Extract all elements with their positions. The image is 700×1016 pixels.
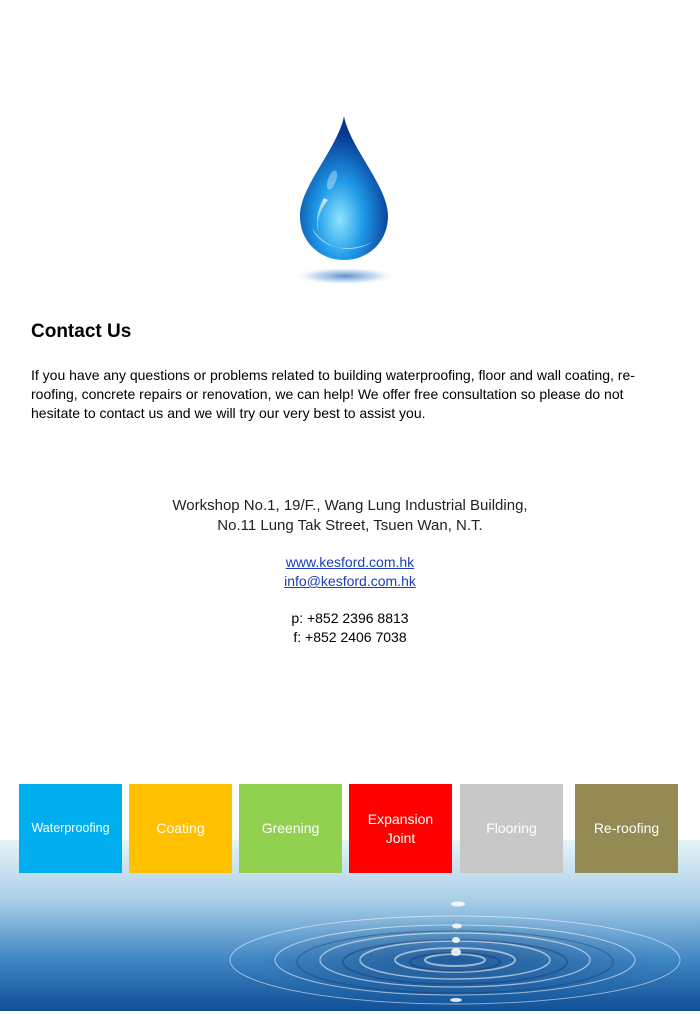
- tile-expansion-joint[interactable]: [349, 784, 452, 873]
- water-drop-icon: [272, 108, 422, 293]
- website-row: [0, 553, 700, 572]
- email-link[interactable]: info@kesford.com.hk: [284, 573, 416, 589]
- tile-greening[interactable]: [239, 784, 342, 873]
- address-line-1: Workshop No.1, 19/F., Wang Lung Industrial Building,: [172, 497, 528, 514]
- tile-re-roofing[interactable]: [575, 784, 678, 873]
- tile-label: Coating: [156, 820, 205, 836]
- email-row: [0, 572, 700, 591]
- website-link[interactable]: www.kesford.com.hk: [285, 554, 415, 570]
- tile-label: Flooring: [486, 820, 537, 836]
- contact-intro: If you have any questions or problems related to building waterproofing, floor and wall coating, re-roofing, concrete repairs or renovation, we can help! We offer free consultation so please do not hesitate to contact us and we will try our very best to assist you.: [31, 367, 635, 421]
- tile-waterproofing[interactable]: [19, 784, 122, 873]
- address-line-2: No.11 Lung Tak Street, Tsuen Wan, N.T.: [217, 517, 483, 534]
- phone-number: p: +852 2396 8813: [291, 610, 409, 626]
- tile-label: Greening: [261, 820, 320, 836]
- tile-coating[interactable]: [129, 784, 232, 873]
- tile-flooring[interactable]: [460, 784, 563, 873]
- fax-number: f: +852 2406 7038: [293, 629, 407, 645]
- tile-label: Re-roofing: [593, 820, 660, 836]
- contact-title: Contact Us: [31, 321, 132, 342]
- tile-label: Expansion Joint: [367, 810, 434, 846]
- tile-label: Waterproofing: [31, 821, 110, 835]
